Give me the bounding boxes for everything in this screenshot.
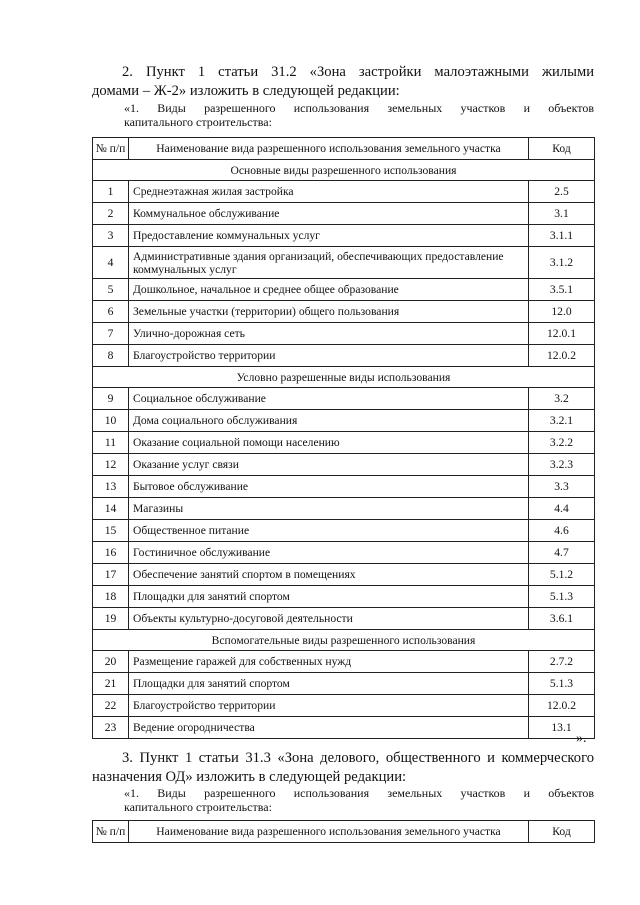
row-number: 8 [93,345,129,367]
row-name: Административные здания организаций, обеспечивающих предоставление коммунальных услуг [129,247,529,279]
row-name: Благоустройство территории [129,695,529,717]
row-number: 17 [93,564,129,586]
section-3-paragraph [92,749,594,787]
table-row [93,520,595,542]
row-number: 23 [93,717,129,739]
row-number: 19 [93,608,129,630]
table-row [93,323,595,345]
closing-quote: ». [576,731,587,746]
land-use-table-zh2 [92,137,595,739]
table-row [93,542,595,564]
row-number: 15 [93,520,129,542]
table-header-row [93,138,595,160]
table-row [93,410,595,432]
row-code: 3.1 [529,203,595,225]
table-row [93,717,595,739]
row-name: Благоустройство территории [129,345,529,367]
row-code: 5.1.2 [529,564,595,586]
table-row [93,673,595,695]
row-name: Общественное питание [129,520,529,542]
table-row [93,225,595,247]
table-row [93,498,595,520]
row-name: Объекты культурно-досуговой деятельности [129,608,529,630]
row-number: 21 [93,673,129,695]
table-row [93,608,595,630]
section-3-line-2: назначения ОД» изложить в следующей редакции: [92,769,407,785]
table-row [93,432,595,454]
section-header-row [93,367,595,388]
row-name: Дошкольное, начальное и среднее общее образование [129,279,529,301]
section-header-row [93,630,595,651]
section-3-sub-line-2: капитального строительства: [124,800,272,814]
section-title: Основные виды разрешенного использования [93,160,595,181]
row-number: 14 [93,498,129,520]
table-row [93,247,595,279]
table-row [93,345,595,367]
row-code: 4.6 [529,520,595,542]
row-code: 12.0 [529,301,595,323]
row-number: 12 [93,454,129,476]
row-name: Дома социального обслуживания [129,410,529,432]
header-name: Наименование вида разрешенного использования земельного участка [129,821,529,843]
section-title: Условно разрешенные виды использования [93,367,595,388]
section-2-sub-line-2: капитального строительства: [124,115,272,129]
row-code: 4.7 [529,542,595,564]
row-name: Площадки для занятий спортом [129,586,529,608]
table-row [93,651,595,673]
row-number: 10 [93,410,129,432]
section-2-sub-line-1: «1. Виды разрешенного использования земельных участков и объектов [124,101,594,115]
header-num: № п/п [93,138,129,160]
row-number: 16 [93,542,129,564]
row-name: Гостиничное обслуживание [129,542,529,564]
row-number: 4 [93,247,129,279]
row-name: Размещение гаражей для собственных нужд [129,651,529,673]
row-name: Бытовое обслуживание [129,476,529,498]
row-code: 3.5.1 [529,279,595,301]
section-2-paragraph [92,63,594,101]
row-number: 11 [93,432,129,454]
row-name: Магазины [129,498,529,520]
row-number: 5 [93,279,129,301]
row-code: 3.2.2 [529,432,595,454]
section-3-line-1: 3. Пункт 1 статьи 31.3 «Зона делового, общественного и коммерческого [122,750,594,766]
section-3-sub-line-1: «1. Виды разрешенного использования земельных участков и объектов [124,786,594,800]
row-code: 12.0.2 [529,345,595,367]
land-use-table-od [92,820,595,843]
header-code: Код [529,138,595,160]
section-2-line-1: 2. Пункт 1 статьи 31.2 «Зона застройки малоэтажными жилыми [122,64,594,80]
row-code: 3.2 [529,388,595,410]
table-row [93,476,595,498]
row-number: 13 [93,476,129,498]
table-row [93,181,595,203]
row-code: 3.1.2 [529,247,595,279]
row-code: 3.2.1 [529,410,595,432]
table-header-row [93,821,595,843]
header-name: Наименование вида разрешенного использования земельного участка [129,138,529,160]
section-title: Вспомогательные виды разрешенного использования [93,630,595,651]
section-2-line-2: домами – Ж-2» изложить в следующей редакции: [92,83,400,99]
row-number: 20 [93,651,129,673]
table-row [93,564,595,586]
row-code: 2.7.2 [529,651,595,673]
row-code: 3.6.1 [529,608,595,630]
section-3-subparagraph [124,786,594,814]
row-code: 3.1.1 [529,225,595,247]
row-number: 18 [93,586,129,608]
row-code: 5.1.3 [529,673,595,695]
header-code: Код [529,821,595,843]
table-row [93,695,595,717]
row-number: 1 [93,181,129,203]
table-row [93,203,595,225]
row-name: Улично-дорожная сеть [129,323,529,345]
row-code: 12.0.2 [529,695,595,717]
table-row [93,301,595,323]
row-name: Обеспечение занятий спортом в помещениях [129,564,529,586]
table-row [93,388,595,410]
row-code: 13.1 [529,717,595,739]
row-name: Ведение огородничества [129,717,529,739]
section-header-row [93,160,595,181]
row-name: Социальное обслуживание [129,388,529,410]
row-name: Коммунальное обслуживание [129,203,529,225]
row-number: 9 [93,388,129,410]
row-code: 4.4 [529,498,595,520]
header-num: № п/п [93,821,129,843]
row-code: 2.5 [529,181,595,203]
row-name: Площадки для занятий спортом [129,673,529,695]
row-name: Предоставление коммунальных услуг [129,225,529,247]
row-number: 3 [93,225,129,247]
row-name: Оказание социальной помощи населению [129,432,529,454]
row-number: 6 [93,301,129,323]
row-name: Земельные участки (территории) общего пользования [129,301,529,323]
row-number: 7 [93,323,129,345]
table-row [93,279,595,301]
row-name: Оказание услуг связи [129,454,529,476]
row-code: 5.1.3 [529,586,595,608]
row-code: 12.0.1 [529,323,595,345]
table-row [93,454,595,476]
row-number: 22 [93,695,129,717]
row-number: 2 [93,203,129,225]
section-2-subparagraph [124,101,594,129]
table-row [93,586,595,608]
row-name: Среднеэтажная жилая застройка [129,181,529,203]
row-code: 3.3 [529,476,595,498]
row-code: 3.2.3 [529,454,595,476]
